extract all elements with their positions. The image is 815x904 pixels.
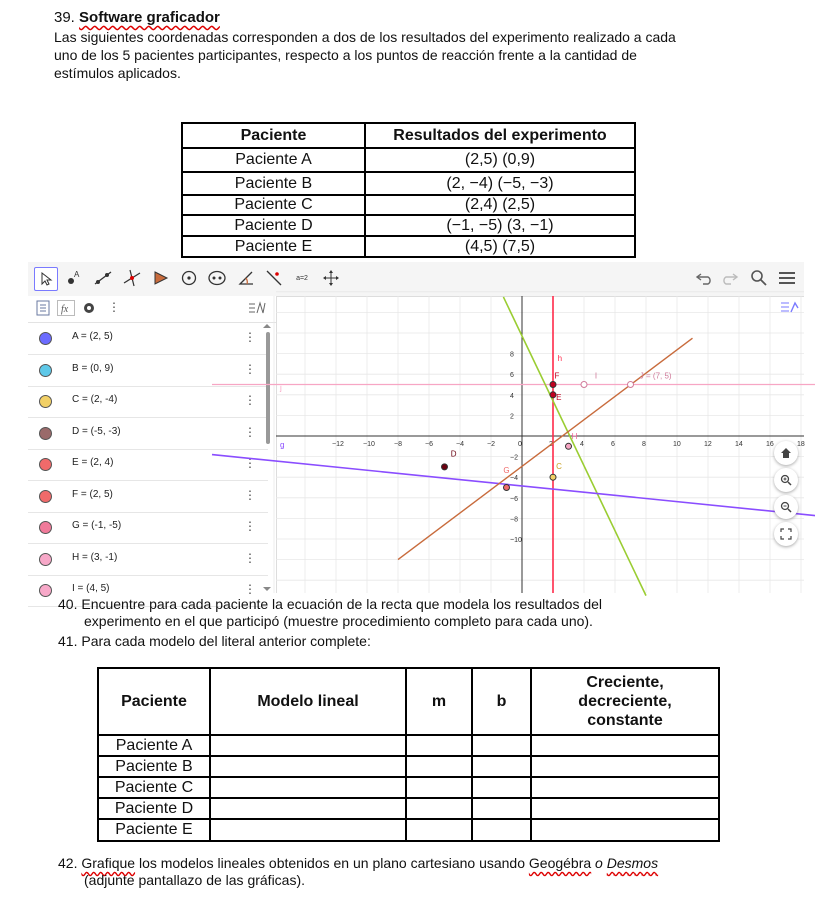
x-tick-label: −12 [332, 441, 344, 448]
q40-line1 [58, 596, 602, 613]
table-row [182, 215, 635, 236]
trend-cell[interactable] [531, 777, 719, 798]
b-cell[interactable] [472, 777, 531, 798]
m-cell[interactable] [406, 735, 472, 756]
x-tick-label: 12 [704, 441, 712, 448]
x-tick-label: −6 [425, 441, 433, 448]
visibility-toggle-icon[interactable] [39, 490, 52, 503]
point-j[interactable] [628, 382, 634, 388]
perpendicular-tool-icon[interactable] [121, 267, 143, 289]
linear-model-cell[interactable] [210, 819, 406, 841]
point-tool-icon[interactable] [63, 267, 85, 289]
q41-number: 41. [58, 633, 78, 649]
x-tick-label: 0 [518, 441, 522, 448]
algebra-view [28, 296, 277, 596]
algebra-item-label: I = (4, 5) [72, 583, 110, 594]
q42-text-o: o [591, 855, 607, 871]
algebra-item-label: C = (2, -4) [72, 394, 118, 405]
q39-heading [54, 9, 220, 26]
visibility-toggle-icon[interactable] [39, 364, 52, 377]
table-row [98, 735, 719, 756]
scroll-up-icon[interactable] [263, 324, 271, 328]
slider-tool-label: a=2 [296, 274, 308, 282]
y-tick-label: −6 [510, 495, 518, 503]
point-i[interactable] [581, 382, 587, 388]
q42-number: 42. [58, 855, 78, 871]
b-cell[interactable] [472, 756, 531, 777]
b-cell[interactable] [472, 735, 531, 756]
result-cell: (2,5) (0,9) [365, 148, 635, 172]
results-header-patient: Paciente [182, 123, 365, 148]
label-g: g [280, 440, 285, 450]
visibility-toggle-icon[interactable] [39, 584, 52, 597]
results-table [181, 122, 636, 258]
item-menu-icon[interactable]: ⋮ [244, 330, 256, 344]
algebra-item-label: E = (2, 4) [72, 457, 114, 468]
x-tick-label: −10 [363, 441, 375, 448]
graphics-canvas[interactable] [276, 296, 804, 593]
x-tick-label: −4 [456, 441, 464, 448]
algebra-item-label: F = (2, 5) [72, 488, 113, 500]
algebra-header [28, 296, 276, 323]
home-icon[interactable] [774, 441, 798, 465]
algebra-item[interactable] [28, 386, 268, 418]
model-header-m: m [406, 668, 472, 735]
zoom-out-icon[interactable] [774, 495, 798, 519]
m-cell[interactable] [406, 798, 472, 819]
x-tick-label: 4 [580, 441, 584, 448]
move-view-tool-icon[interactable] [320, 267, 342, 289]
trend-header-line1: Creciente, [586, 674, 664, 691]
linear-model-cell[interactable] [210, 777, 406, 798]
line-f[interactable] [503, 297, 646, 596]
move-tool-icon[interactable] [34, 267, 58, 291]
q41-line [58, 633, 371, 650]
function-icon[interactable] [57, 300, 75, 316]
label-i: I [594, 371, 598, 381]
model-header-patient: Paciente [98, 668, 210, 735]
label-h: h [557, 353, 563, 363]
label-c: C [556, 461, 562, 471]
y-tick-label: 8 [510, 351, 514, 359]
algebra-item-label: G = (-1, -5) [72, 520, 122, 531]
item-menu-icon[interactable]: ⋮ [244, 393, 256, 407]
svg-text:fx: fx [61, 304, 69, 315]
algebra-item[interactable] [28, 449, 268, 481]
result-cell: (2, −4) (−5, −3) [365, 172, 635, 195]
patient-cell: Paciente E [182, 236, 365, 257]
q39-body-line2: uno de los 5 pacientes participantes, respecto a los puntos de reacción frente a la cantidad de [54, 47, 637, 63]
algebra-scrollbar[interactable] [266, 332, 270, 444]
graphics-style-icon[interactable] [780, 300, 800, 314]
segment-tool-icon[interactable] [92, 267, 114, 289]
result-cell: (−1, −5) (3, −1) [365, 215, 635, 236]
algebra-item[interactable] [28, 355, 268, 387]
y-tick-label: 2 [510, 413, 514, 421]
y-tick-label: −8 [510, 516, 518, 524]
x-tick-label: −2 [487, 441, 495, 448]
y-tick-label: −4 [510, 475, 518, 483]
item-menu-icon[interactable]: ⋮ [244, 519, 256, 533]
scroll-down-icon[interactable] [263, 587, 271, 591]
q42-line2: (adjunte pantallazo de las gráficas). [84, 872, 306, 888]
algebra-item[interactable] [28, 323, 268, 355]
table-row [98, 798, 719, 819]
result-cell: (4,5) (7,5) [365, 236, 635, 257]
trend-cell[interactable] [531, 735, 719, 756]
x-tick-label: 16 [766, 441, 774, 448]
y-tick-label: 4 [510, 392, 514, 400]
label-g-point: G [503, 466, 510, 476]
item-menu-icon[interactable]: ⋮ [244, 487, 256, 502]
visibility-toggle-icon[interactable] [39, 427, 52, 440]
item-menu-icon[interactable]: ⋮ [244, 361, 256, 376]
search-icon[interactable] [748, 267, 770, 289]
m-cell[interactable] [406, 756, 472, 777]
algebra-view-icon[interactable] [36, 300, 50, 316]
angle-tool-icon[interactable] [235, 267, 257, 289]
gear-icon[interactable] [82, 301, 96, 315]
y-tick-label: −2 [510, 454, 518, 462]
patient-cell: Paciente D [182, 215, 365, 236]
point-e[interactable] [550, 392, 556, 398]
algebra-item-label: A = (2, 5) [72, 331, 113, 342]
table-row [98, 756, 719, 777]
table-row [182, 195, 635, 215]
label-f: F [554, 371, 560, 381]
item-menu-icon[interactable]: ⋮ [244, 550, 256, 565]
table-row [182, 172, 635, 195]
m-cell[interactable] [406, 819, 472, 841]
x-tick-label: 14 [735, 441, 743, 448]
q40-line2: experimento en el que participó (muestre procedimiento completo para cada uno). [84, 613, 593, 629]
x-tick-label: 8 [642, 441, 646, 448]
patient-cell: Paciente C [182, 195, 365, 215]
fullscreen-icon[interactable] [774, 522, 798, 546]
patient-cell: Paciente D [98, 798, 210, 819]
table-row [98, 777, 719, 798]
point-f[interactable] [550, 382, 556, 388]
model-header-linear: Modelo lineal [210, 668, 406, 735]
trend-header-line2: decreciente, [578, 693, 672, 710]
q42-word-geogebra: Geogébra [528, 855, 592, 871]
patient-cell: Paciente B [98, 756, 210, 777]
b-cell[interactable] [472, 819, 531, 841]
item-menu-icon[interactable]: ⋮ [244, 456, 256, 470]
table-row [182, 148, 635, 172]
q39-body-line1: Las siguientes coordenadas corresponden a dos de los resultados del experimento realizado a cada [54, 29, 676, 45]
model-table [97, 667, 720, 842]
visibility-toggle-icon[interactable] [39, 332, 52, 345]
x-tick-label: −8 [394, 441, 402, 448]
algebra-toggle-icon[interactable] [248, 301, 266, 315]
label-d: D [450, 449, 457, 459]
patient-cell: Paciente A [98, 735, 210, 756]
patient-cell: Paciente A [182, 148, 365, 172]
polygon-tool-icon[interactable] [150, 267, 172, 289]
label-h-point: H [571, 432, 578, 442]
linear-model-cell[interactable] [210, 735, 406, 756]
algebra-item-label: B = (0, 9) [72, 362, 114, 374]
menu-icon[interactable] [776, 267, 798, 289]
circle-tool-icon[interactable] [178, 267, 200, 289]
redo-icon[interactable] [718, 267, 740, 289]
q42-line1 [58, 855, 658, 872]
q41-text: Para cada modelo del literal anterior complete: [81, 633, 371, 649]
q42-text-mid: los modelos lineales obtenidos en un plano cartesiano usando [135, 855, 529, 871]
ellipse-tool-icon[interactable] [206, 267, 228, 289]
zoom-in-icon[interactable] [774, 468, 798, 492]
table-row [98, 819, 719, 841]
patient-cell: Paciente B [182, 172, 365, 195]
visibility-toggle-icon[interactable] [39, 458, 52, 471]
algebra-item-label: D = (-5, -3) [72, 425, 121, 437]
linear-model-cell[interactable] [210, 756, 406, 777]
q39-body-line3: estímulos aplicados. [54, 65, 181, 81]
label-j: j [280, 383, 282, 393]
svg-text:A: A [74, 270, 80, 279]
y-tick-label: 6 [510, 372, 514, 380]
line-g[interactable] [212, 455, 815, 524]
visibility-toggle-icon[interactable] [39, 521, 52, 534]
algebra-item-label: H = (3, -1) [72, 551, 118, 563]
undo-icon[interactable] [694, 267, 716, 289]
item-menu-icon[interactable]: ⋮ [244, 582, 256, 596]
slider-tool-icon[interactable] [291, 267, 313, 289]
visibility-toggle-icon[interactable] [39, 553, 52, 566]
result-cell: (2,4) (2,5) [365, 195, 635, 215]
label-j-point: J = (7, 5) [639, 371, 672, 381]
model-header-trend [531, 668, 719, 735]
algebra-menu-icon[interactable]: ⋮ [108, 300, 120, 314]
x-tick-label: 10 [673, 441, 681, 448]
trend-cell[interactable] [531, 819, 719, 841]
point-d[interactable] [442, 464, 448, 470]
q39-number: 39. [54, 9, 75, 26]
trend-cell[interactable] [531, 756, 719, 777]
patient-cell: Paciente E [98, 819, 210, 841]
graphics-view[interactable] [276, 296, 804, 593]
q40-text-line1: Encuentre para cada paciente la ecuación de la recta que modela los resultados del [81, 596, 603, 612]
point-c[interactable] [550, 474, 556, 480]
trend-cell[interactable] [531, 798, 719, 819]
label-e: E [556, 392, 562, 402]
linear-model-cell[interactable] [210, 798, 406, 819]
x-tick-label: 6 [611, 441, 615, 448]
table-row [182, 236, 635, 257]
reflect-tool-icon[interactable] [263, 267, 285, 289]
q42-word-desmos: Desmos [606, 855, 659, 871]
q39-title: Software graficador [79, 9, 220, 26]
q40-number: 40. [58, 596, 78, 612]
patient-cell: Paciente C [98, 777, 210, 798]
algebra-item[interactable] [28, 418, 268, 450]
geogebra-window [28, 262, 805, 596]
algebra-item[interactable] [28, 481, 268, 513]
model-header-b: b [472, 668, 531, 735]
item-menu-icon[interactable]: ⋮ [244, 424, 256, 439]
q42-word-grafique: Grafique [81, 855, 136, 871]
visibility-toggle-icon[interactable] [39, 395, 52, 408]
b-cell[interactable] [472, 798, 531, 819]
trend-header-line3: constante [587, 712, 663, 729]
algebra-item[interactable] [28, 544, 268, 576]
y-tick-label: −10 [510, 537, 522, 544]
point-h[interactable] [566, 443, 572, 449]
x-tick-label: 18 [797, 441, 805, 448]
m-cell[interactable] [406, 777, 472, 798]
point-g[interactable] [504, 485, 510, 491]
algebra-item[interactable] [28, 512, 268, 544]
results-header-results: Resultados del experimento [365, 123, 635, 148]
